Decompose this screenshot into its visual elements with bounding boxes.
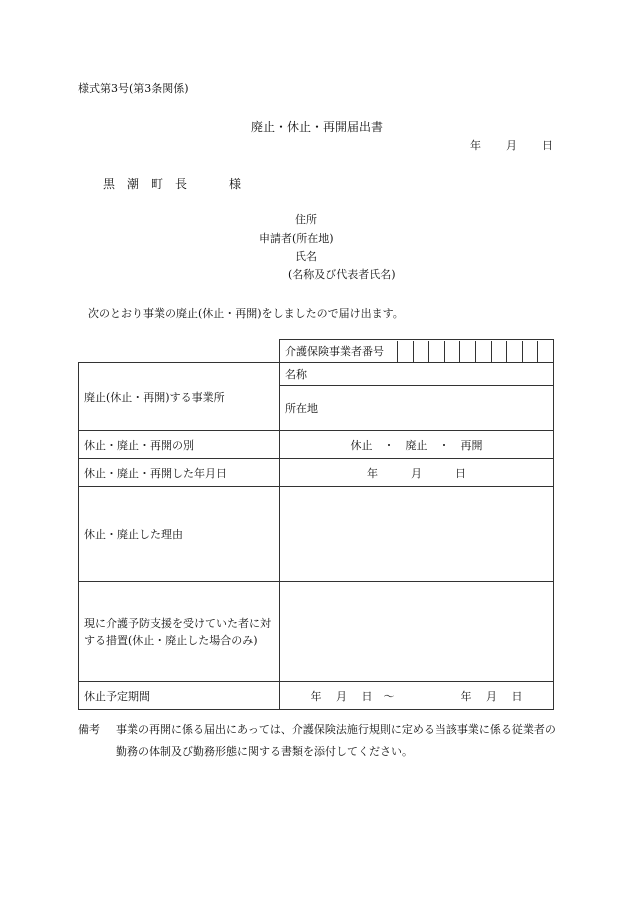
digit-box[interactable] <box>537 341 553 362</box>
measures-field[interactable] <box>280 582 554 682</box>
date-field[interactable]: 年 月 日 <box>280 459 554 487</box>
period-field[interactable]: 年 月 日 ～ 年 月 日 <box>280 682 554 710</box>
addressee-honorific: 様 <box>229 177 242 191</box>
empty-cell <box>79 340 280 363</box>
name-label: 氏名 <box>295 250 317 263</box>
type-options[interactable]: 休止 ・ 廃止 ・ 再開 <box>280 431 554 459</box>
provider-number-cell <box>280 340 554 363</box>
name-note: (名称及び代表者氏名) <box>288 268 396 281</box>
digit-box[interactable] <box>475 341 491 362</box>
form-title: 廃止・休止・再開届出書 <box>251 120 384 134</box>
digit-box[interactable] <box>522 341 538 362</box>
applicant-label: 申請者(所在地) <box>259 232 334 245</box>
office-name-field[interactable]: 名称 <box>280 363 554 386</box>
office-address-field[interactable]: 所在地 <box>280 386 554 431</box>
notification-table <box>78 339 554 710</box>
remarks-label: 備考 <box>78 723 100 736</box>
digit-box[interactable] <box>491 341 507 362</box>
date-month: 月 <box>506 139 517 152</box>
reason-field[interactable] <box>280 487 554 582</box>
digit-box[interactable] <box>428 341 444 362</box>
measures-label: 現に介護予防支援を受けていた者に対する措置(休止・廃止した場合のみ) <box>79 582 280 682</box>
digit-box[interactable] <box>397 341 413 362</box>
digit-box[interactable] <box>413 341 429 362</box>
intro-text: 次のとおり事業の廃止(休止・再開)をしましたので届け出ます。 <box>88 307 404 320</box>
date-label: 休止・廃止・再開した年月日 <box>79 459 280 487</box>
form-number: 様式第3号(第3条関係) <box>78 82 189 95</box>
date-year: 年 <box>470 139 481 152</box>
date-day: 日 <box>542 139 553 152</box>
office-label: 廃止(休止・再開)する事業所 <box>79 363 280 431</box>
address-label: 住所 <box>295 213 317 226</box>
remarks-text: 事業の再開に係る届出にあっては、介護保険法施行規則に定める当該事業に係る従業者の勤務の体制及び勤務形態に関する書類を添付してください。 <box>116 723 556 758</box>
period-label: 休止予定期間 <box>79 682 280 710</box>
addressee-name: 黒 潮 町 長 <box>103 177 188 191</box>
type-label: 休止・廃止・再開の別 <box>79 431 280 459</box>
provider-number-label: 介護保険事業者番号 <box>285 344 384 358</box>
digit-box[interactable] <box>459 341 475 362</box>
digit-box[interactable] <box>506 341 522 362</box>
provider-number-boxes[interactable] <box>397 341 553 362</box>
remarks <box>78 719 558 763</box>
reason-label: 休止・廃止した理由 <box>79 487 280 582</box>
digit-box[interactable] <box>444 341 460 362</box>
